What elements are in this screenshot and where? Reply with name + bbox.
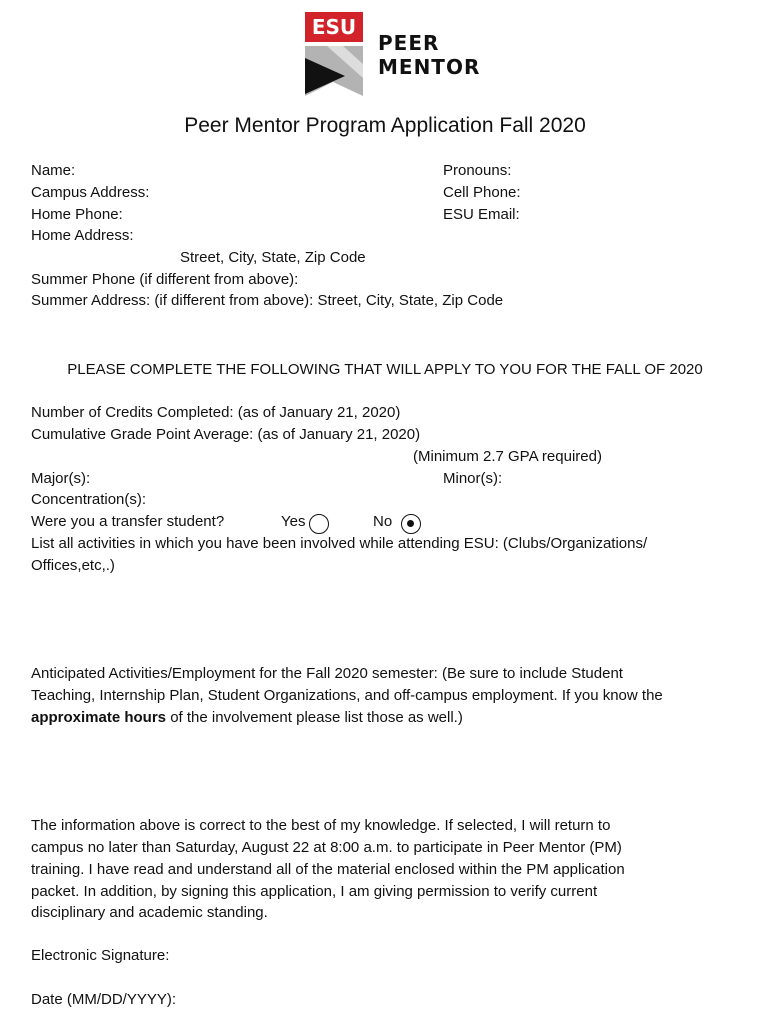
- signature-label: Electronic Signature:: [31, 947, 170, 964]
- gpa-requirement-note: (Minimum 2.7 GPA required): [413, 448, 602, 465]
- anticipated-prompt-line3-rest: of the involvement please list those as well.): [166, 709, 463, 726]
- transfer-question: Were you a transfer student?: [31, 513, 225, 530]
- statement-line: training. I have read and understand all of the material enclosed within the PM application: [31, 861, 625, 878]
- logo-mentor-text: MENTOR: [378, 55, 480, 79]
- transfer-yes-label: Yes: [281, 513, 306, 530]
- address-format-hint: Street, City, State, Zip Code: [180, 249, 366, 266]
- home-phone-label: Home Phone:: [31, 206, 123, 223]
- minors-label: Minor(s):: [443, 470, 503, 487]
- statement-line: disciplinary and academic standing.: [31, 904, 268, 921]
- activities-prompt-line2: Offices,etc,.): [31, 557, 115, 574]
- summer-address-label: Summer Address: (if different from above): Street, City, State, Zip Code: [31, 292, 504, 309]
- approximate-hours-bold: approximate hours: [31, 709, 167, 726]
- name-label: Name:: [31, 162, 76, 179]
- anticipated-prompt-line2: Teaching, Internship Plan, Student Organizations, and off-campus employment. If you know the: [31, 687, 663, 704]
- logo-peer-text: PEER: [378, 31, 440, 55]
- radio-selected-dot: [407, 520, 414, 527]
- esu-peer-mentor-logo: [305, 12, 480, 98]
- pronouns-label: Pronouns:: [443, 162, 512, 179]
- transfer-no-label: No: [373, 513, 393, 530]
- statement-line: campus no later than Saturday, August 22 at 8:00 a.m. to participate in Peer Mentor (PM): [31, 839, 622, 856]
- statement-line: The information above is correct to the best of my knowledge. If selected, I will return to: [31, 817, 611, 834]
- anticipated-prompt-line1: Anticipated Activities/Employment for the Fall 2020 semester: (Be sure to include Student: [31, 665, 623, 682]
- page-title: Peer Mentor Program Application Fall 2020: [184, 114, 586, 137]
- home-address-label: Home Address:: [31, 227, 134, 244]
- logo-badge-text: ESU: [311, 15, 357, 39]
- date-label: Date (MM/DD/YYYY):: [31, 991, 177, 1008]
- cell-phone-label: Cell Phone:: [443, 184, 521, 201]
- statement-line: packet. In addition, by signing this application, I am giving permission to verify current: [31, 883, 598, 900]
- anticipated-prompt-line3: [31, 707, 463, 729]
- majors-label: Major(s):: [31, 470, 91, 487]
- section-heading: PLEASE COMPLETE THE FOLLOWING THAT WILL APPLY TO YOU FOR THE FALL OF 2020: [67, 361, 703, 378]
- gpa-label: Cumulative Grade Point Average: (as of January 21, 2020): [31, 426, 421, 443]
- campus-address-label: Campus Address:: [31, 184, 150, 201]
- transfer-yes-radio[interactable]: [309, 514, 329, 534]
- concentrations-label: Concentration(s):: [31, 491, 147, 508]
- esu-email-label: ESU Email:: [443, 206, 520, 223]
- activities-prompt-line1: List all activities in which you have been involved while attending ESU: (Clubs/Organizations/: [31, 535, 648, 552]
- transfer-no-radio[interactable]: [401, 514, 421, 534]
- summer-phone-label: Summer Phone (if different from above):: [31, 271, 299, 288]
- credits-label: Number of Credits Completed: (as of January 21, 2020): [31, 404, 401, 421]
